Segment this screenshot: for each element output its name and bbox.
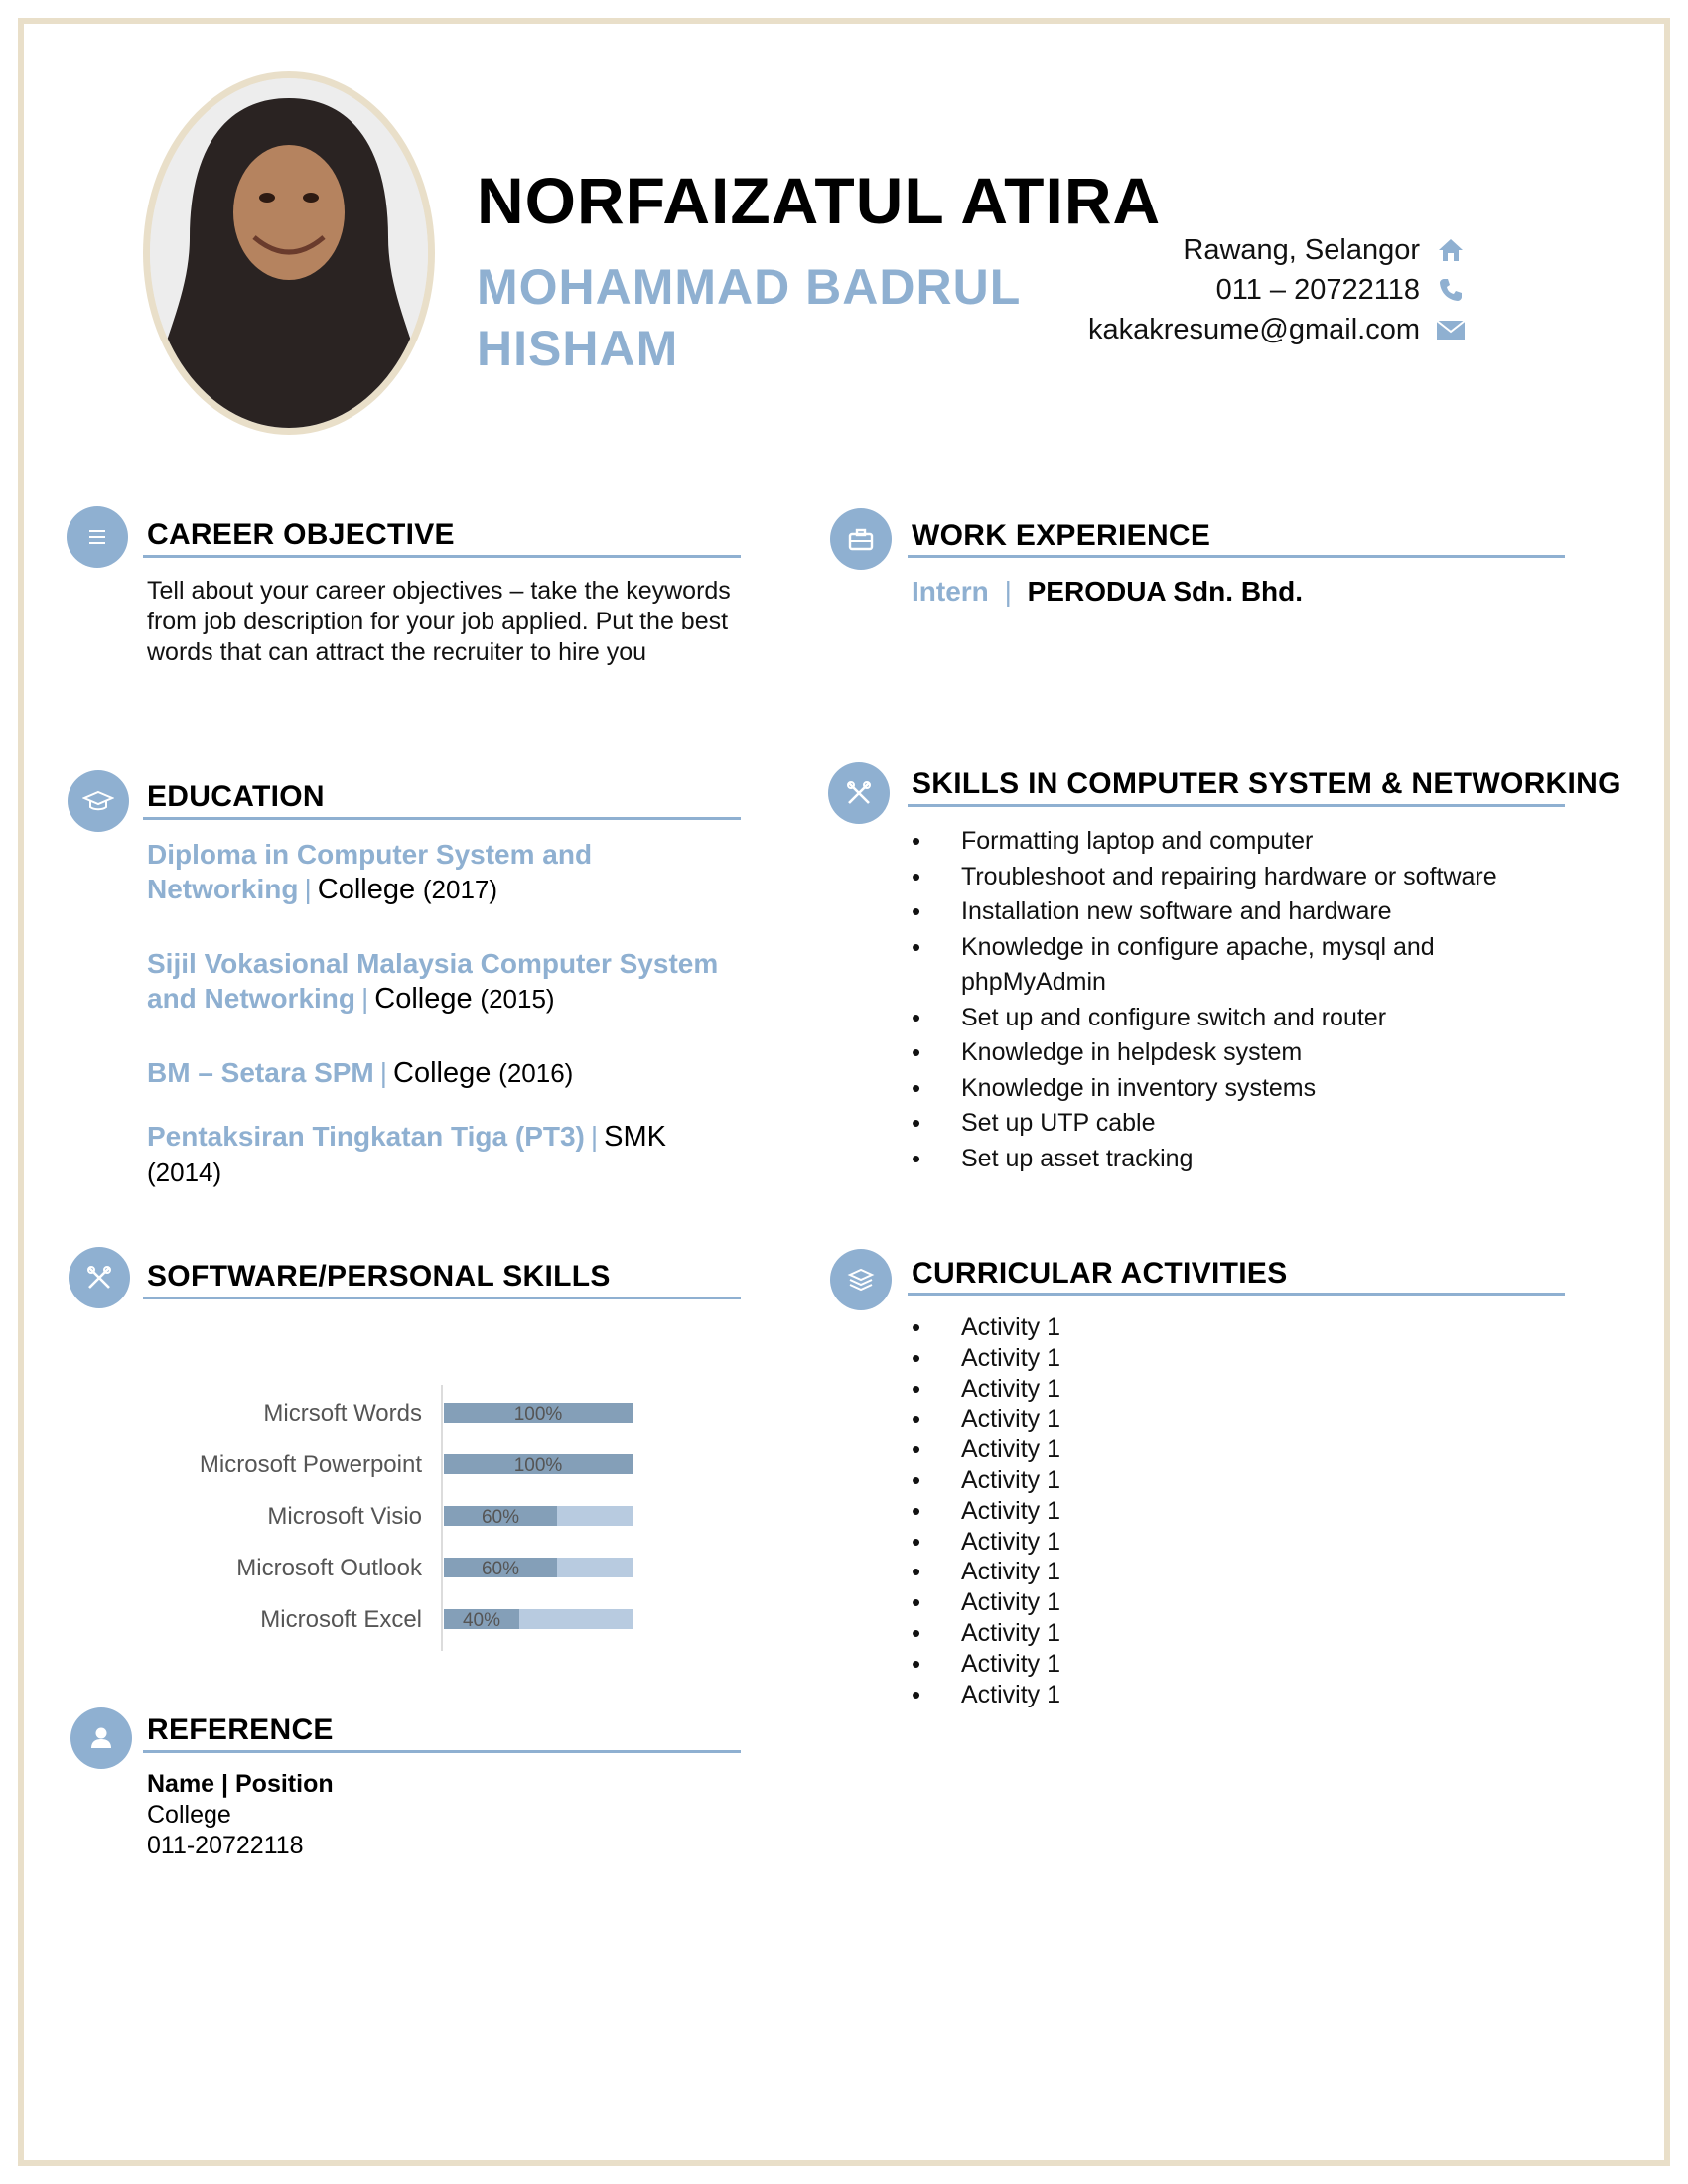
- chart-data-label: 100%: [513, 1455, 563, 1476]
- edu-year: (2014): [147, 1158, 222, 1187]
- list-item: • Activity 1: [912, 1649, 1309, 1680]
- list-item: • Activity 1: [912, 1343, 1309, 1374]
- section-rule: [143, 817, 741, 820]
- skills-bar-chart: [149, 1385, 665, 1653]
- location-text: Rawang, Selangor: [1183, 234, 1420, 266]
- books-icon: [830, 1249, 892, 1310]
- reference-phone: 011-20722118: [147, 1832, 304, 1859]
- section-rule: [908, 1293, 1565, 1296]
- contact-phone: [1088, 270, 1468, 310]
- software-skills-chart: [149, 1385, 665, 1653]
- contact-location: [1088, 230, 1468, 270]
- list-item: • Formatting laptop and computer: [912, 824, 1567, 860]
- reference-position: Position: [235, 1770, 334, 1798]
- reference-org: College: [147, 1801, 231, 1829]
- list-icon: [67, 506, 128, 568]
- section-rule: [143, 1297, 741, 1299]
- list-item: • Set up UTP cable: [912, 1106, 1567, 1142]
- list-item: • Activity 1: [912, 1496, 1309, 1527]
- reference-name: Name: [147, 1770, 215, 1798]
- section-title-curricular: CURRICULAR ACTIVITIES: [912, 1257, 1288, 1290]
- chart-data-label: 40%: [462, 1610, 501, 1631]
- contact-email[interactable]: [1088, 310, 1468, 349]
- section-title-education: EDUCATION: [147, 780, 325, 813]
- edu-sep: |: [304, 874, 312, 904]
- chart-category-label: Microsoft Outlook: [236, 1555, 422, 1581]
- list-item: • Activity 1: [912, 1374, 1309, 1405]
- work-separator: |: [1004, 576, 1012, 607]
- list-item: • Set up asset tracking: [912, 1142, 1567, 1177]
- list-item: • Activity 1: [912, 1618, 1309, 1649]
- graduation-cap-icon: [68, 770, 129, 832]
- list-item: • Knowledge in helpdesk system: [912, 1035, 1567, 1071]
- education-item: [147, 1055, 763, 1091]
- career-objective-text: Tell about your career objectives – take the keywords from job description for your job applied. Put the best words that can attract the recruiter to hire you: [147, 577, 731, 666]
- list-item: • Activity 1: [912, 1434, 1309, 1465]
- edu-qualification: Sijil Vokasional Malaysia Computer System and Networking: [147, 948, 719, 1014]
- chart-category-label: Microsoft Powerpoint: [199, 1451, 422, 1478]
- edu-place: College: [374, 983, 473, 1015]
- phone-text: 011 – 20722118: [1215, 274, 1420, 306]
- education-item: [147, 1119, 703, 1190]
- section-rule: [908, 555, 1565, 558]
- list-item: • Activity 1: [912, 1557, 1309, 1587]
- edu-sep: |: [590, 1121, 599, 1152]
- edu-sep: |: [361, 983, 369, 1014]
- chart-data-label: 100%: [513, 1404, 563, 1425]
- reference-sep: |: [221, 1770, 229, 1798]
- home-icon: [1434, 233, 1468, 267]
- section-title-career: CAREER OBJECTIVE: [147, 518, 455, 551]
- profile-photo: [143, 71, 435, 435]
- list-item: • Activity 1: [912, 1587, 1309, 1618]
- list-item: • Activity 1: [912, 1680, 1309, 1710]
- skills-list: [912, 824, 1567, 1176]
- name-first: NORFAIZATUL ATIRA: [477, 164, 1162, 237]
- list-item: • Set up and configure switch and router: [912, 1001, 1567, 1036]
- reference-block: [147, 1769, 334, 1861]
- contact-block: [1088, 230, 1468, 349]
- section-rule: [143, 1750, 741, 1753]
- edu-qualification: Pentaksiran Tingkatan Tiga (PT3): [147, 1121, 585, 1152]
- edu-year: (2017): [422, 875, 498, 904]
- edu-place: College: [393, 1057, 492, 1089]
- edu-year: (2016): [498, 1058, 574, 1088]
- chart-data-label: 60%: [481, 1559, 520, 1579]
- tools-icon: [828, 762, 890, 824]
- section-title-skills: SKILLS IN COMPUTER SYSTEM & NETWORKING: [912, 767, 1621, 800]
- list-item: • Installation new software and hardware: [912, 894, 1567, 930]
- work-role: Intern: [912, 576, 989, 607]
- section-rule: [143, 555, 741, 558]
- section-title-software: SOFTWARE/PERSONAL SKILLS: [147, 1260, 611, 1293]
- edu-place: College: [317, 874, 416, 905]
- section-title-work: WORK EXPERIENCE: [912, 519, 1211, 552]
- education-item: [147, 946, 763, 1017]
- section-title-reference: REFERENCE: [147, 1713, 334, 1746]
- person-icon: [70, 1707, 132, 1769]
- phone-icon: [1434, 273, 1468, 307]
- edu-sep: |: [379, 1057, 388, 1088]
- list-item: • Activity 1: [912, 1312, 1309, 1343]
- list-item: • Activity 1: [912, 1404, 1309, 1434]
- list-item: • Activity 1: [912, 1465, 1309, 1496]
- chart-category-label: Microsoft Excel: [260, 1606, 422, 1633]
- list-item: • Activity 1: [912, 1527, 1309, 1558]
- work-company: PERODUA Sdn. Bhd.: [1027, 576, 1304, 607]
- list-item: • Knowledge in inventory systems: [912, 1071, 1567, 1107]
- edu-qualification: Diploma in Computer System and Networking: [147, 839, 593, 904]
- email-text[interactable]: kakakresume@gmail.com: [1087, 314, 1420, 345]
- education-item: [147, 837, 763, 907]
- chart-category-label: Microsoft Visio: [267, 1503, 422, 1530]
- curricular-list: [912, 1312, 1309, 1709]
- chart-category-label: Micrsoft Words: [263, 1400, 422, 1427]
- list-item: • Troubleshoot and repairing hardware or software: [912, 860, 1567, 895]
- section-rule: [908, 804, 1565, 807]
- work-entry: [912, 576, 1303, 608]
- tools-icon: [69, 1247, 130, 1308]
- edu-year: (2015): [480, 984, 555, 1014]
- chart-data-label: 60%: [481, 1507, 520, 1528]
- list-item: • Knowledge in configure apache, mysql and phpMyAdmin: [912, 930, 1517, 1001]
- edu-qualification: BM – Setara SPM: [147, 1057, 374, 1088]
- briefcase-icon: [830, 508, 892, 570]
- edu-place: SMK: [604, 1121, 666, 1153]
- name-last: MOHAMMAD BADRUL HISHAM: [477, 259, 1021, 376]
- envelope-icon: [1434, 313, 1468, 346]
